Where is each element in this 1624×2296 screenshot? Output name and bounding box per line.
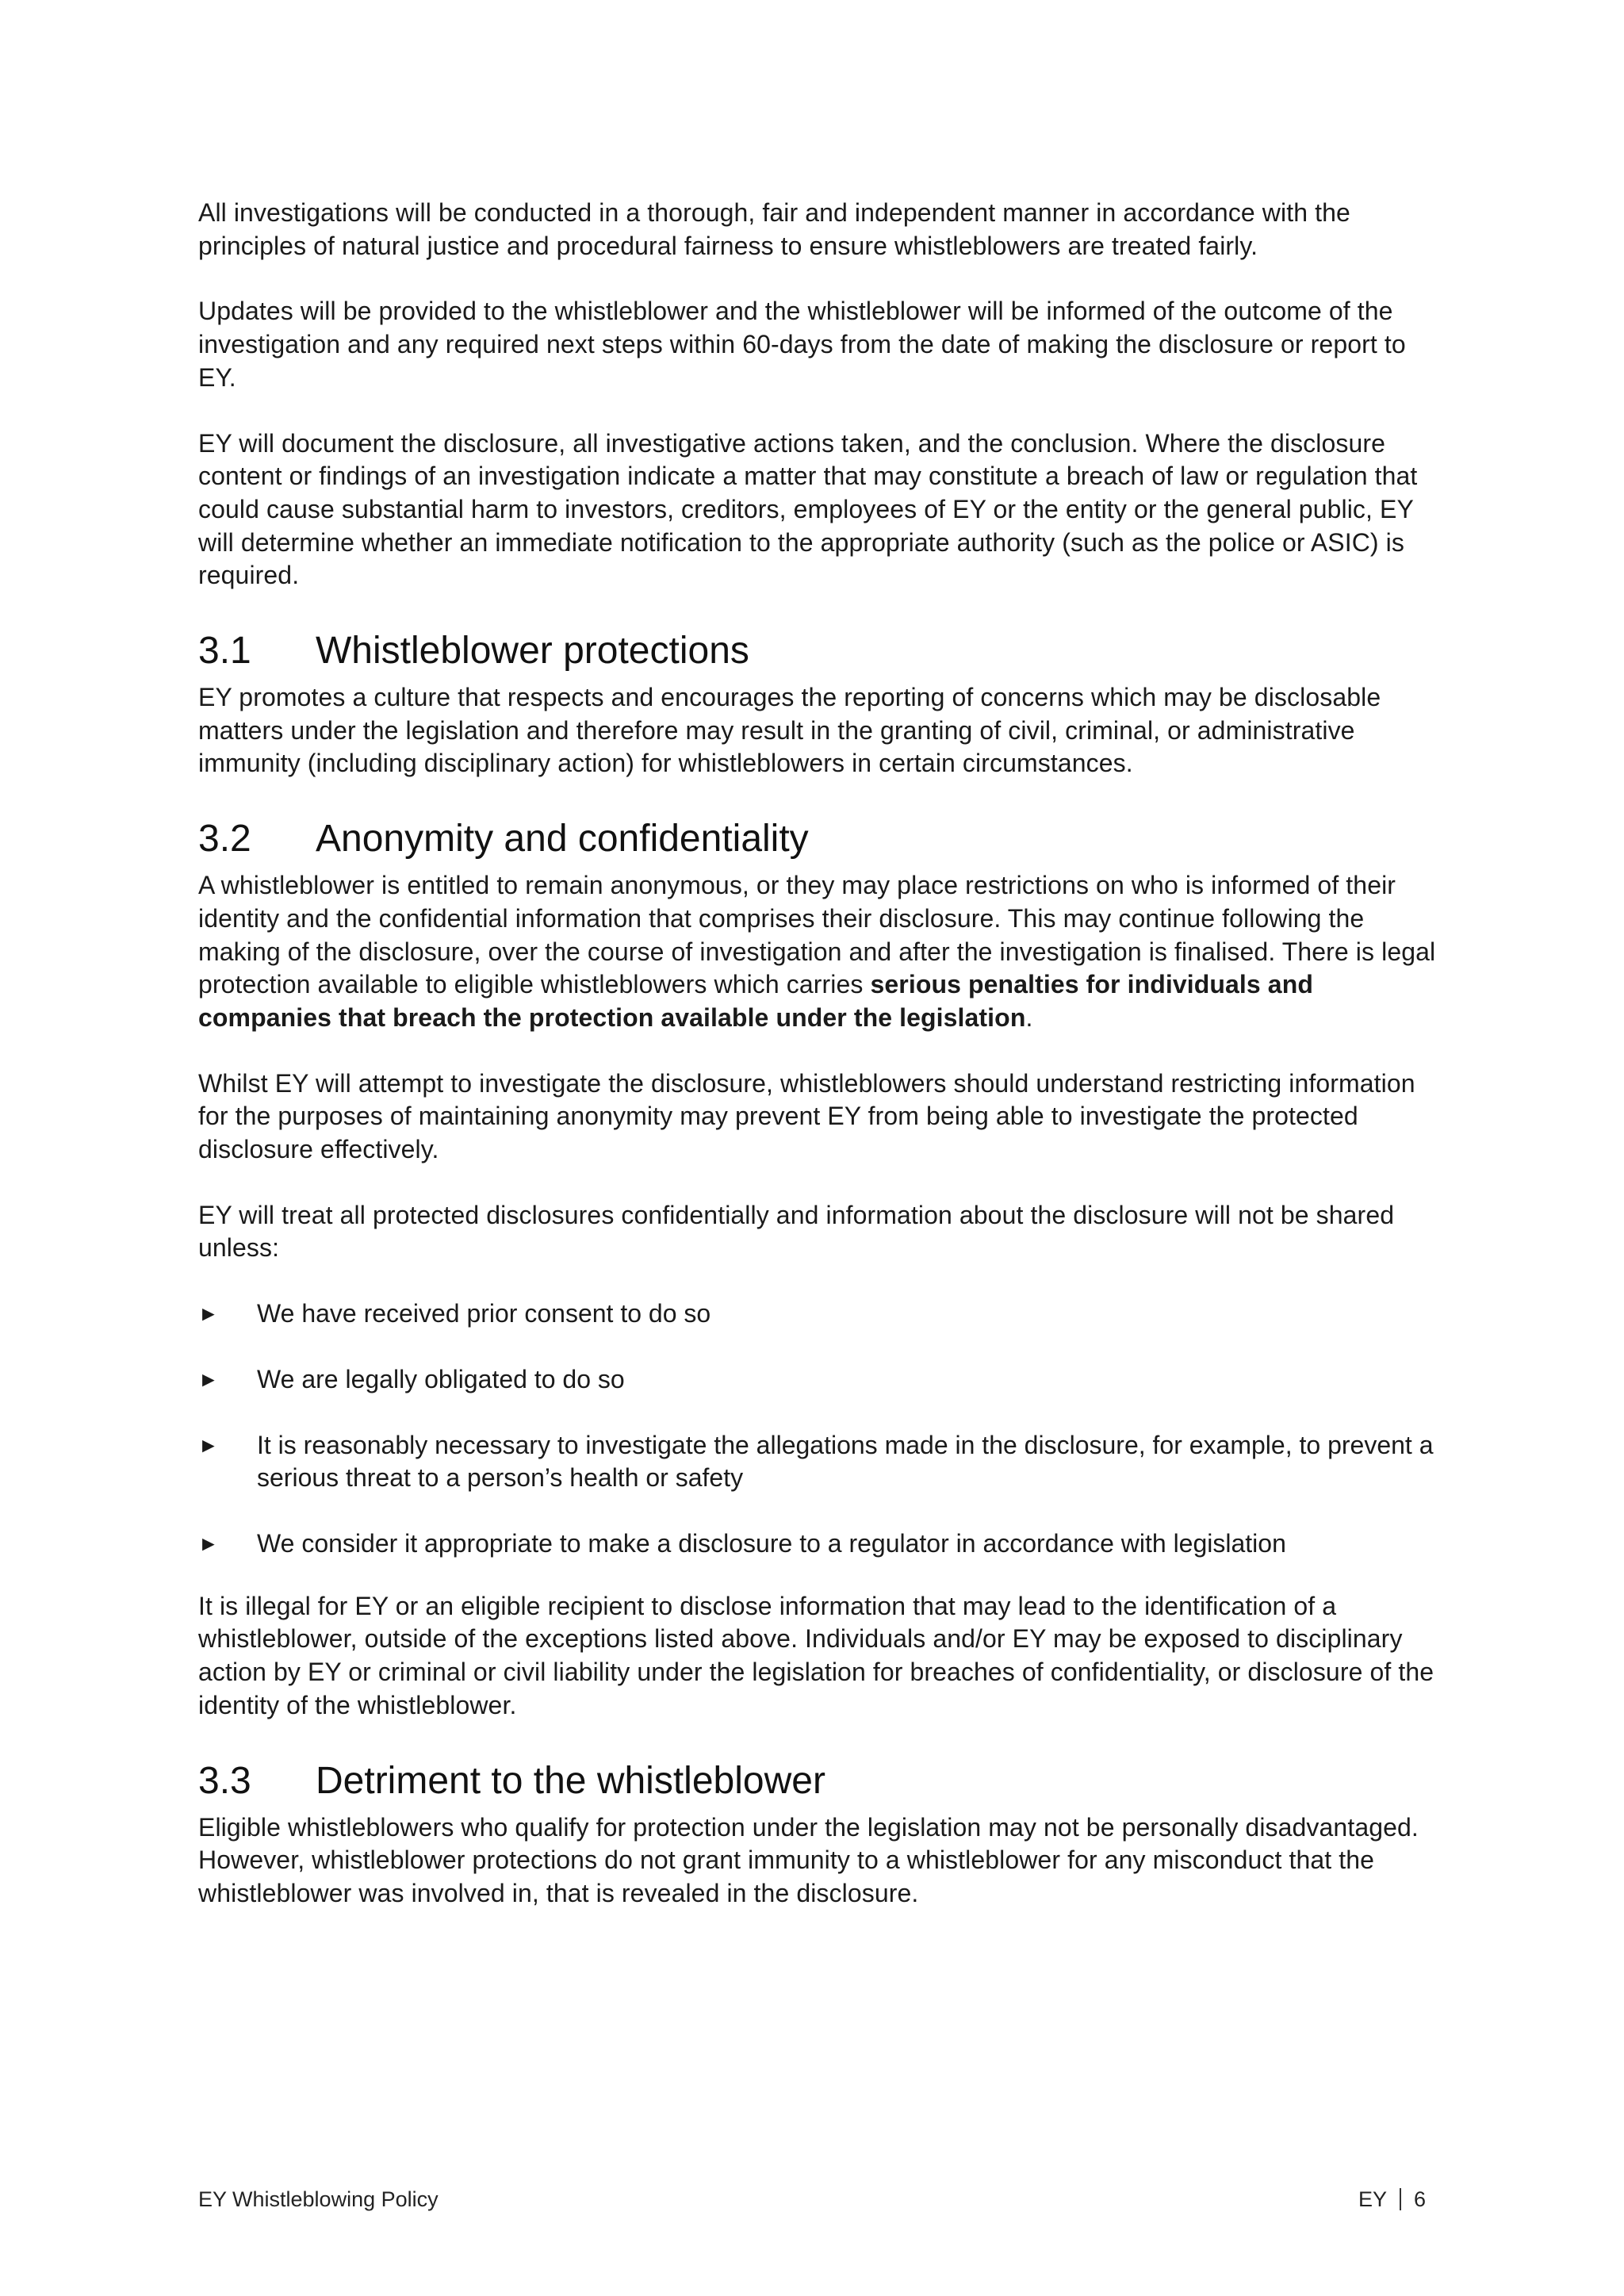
paragraph-documentation: EY will document the disclosure, all investigative actions taken, and the conclusion. Where the disclosure content or findings of an investigation indicate a matter that may constitute a breach of law or regulation that could cause substantial harm to investors, creditors, employees of EY or the entity or the general public, EY will determine whether an immediate notification to the appropriate authority (such as the police or ASIC) is required. <box>198 428 1418 590</box>
paragraph-confidential-treatment: EY will treat all protected disclosures confidentially and information about the disclosure will not be shared unless: <box>198 1200 1395 1263</box>
bullet-arrow-icon: ► <box>198 1366 219 1391</box>
penalties-emphasis: serious penalties for individuals and companies that breach the protection available under the legislation <box>198 970 1313 1032</box>
bullet-arrow-icon: ► <box>198 1301 219 1326</box>
paragraph-protections: EY promotes a culture that respects and encourages the reporting of concerns which may be disclosable matters under the legislation and therefore may result in the granting of civil, criminal, or administrative immunity (including disciplinary action) for whistleblowers in certain circumstances. <box>198 683 1381 778</box>
paragraph-detriment: Eligible whistleblowers who qualify for protection under the legislation may not be personally disadvantaged. However, whistleblower protections do not grant immunity to a whistleblower for any misconduct that the whistleblower was involved in, that is revealed in the disclosure. <box>198 1812 1419 1907</box>
list-item <box>198 1363 1445 1397</box>
page-number: 6 <box>1413 2187 1426 2211</box>
footer-document-title: EY Whistleblowing Policy <box>198 2187 439 2211</box>
list-item <box>198 1297 1445 1331</box>
document-body <box>198 197 1445 1911</box>
paragraph-illegal-disclosure: It is illegal for EY or an eligible recipient to disclose information that may lead to the identification of a whistleblower, outside of the exceptions listed above. Individuals and/or EY may be exposed to disciplinary action by EY or criminal or civil liability under the legislation for breaches of confidentiality, or disclosure of the identity of the whistleblower. <box>198 1591 1434 1719</box>
section-heading-3-1 <box>198 627 1445 675</box>
section-number: 3.2 <box>198 818 251 861</box>
paragraph-updates: Updates will be provided to the whistleblower and the whistleblower will be informed of the outcome of the investigation and any required next steps within 60-days from the date of making the disclosure or report to EY. <box>198 297 1406 392</box>
paragraph-anonymity <box>198 869 1445 1035</box>
list-item-text: We have received prior consent to do so <box>257 1299 711 1328</box>
section-title: Whistleblower protections <box>316 630 749 673</box>
footer-divider <box>1400 2188 1401 2210</box>
section-heading-3-3 <box>198 1757 1445 1805</box>
exceptions-list <box>198 1297 1445 1561</box>
section-title: Detriment to the whistleblower <box>316 1759 825 1802</box>
anonymity-end: . <box>1025 1002 1033 1032</box>
bullet-arrow-icon: ► <box>198 1531 219 1555</box>
section-number: 3.3 <box>198 1759 251 1802</box>
list-item-text: We consider it appropriate to make a disclosure to a regulator in accordance with legislation <box>257 1528 1286 1558</box>
footer-brand: EY <box>1358 2187 1387 2211</box>
footer-page-info <box>1358 2186 1426 2213</box>
list-item <box>198 1527 1445 1561</box>
bullet-arrow-icon: ► <box>198 1432 219 1457</box>
page-footer <box>198 2186 1426 2213</box>
paragraph-restricting-information: Whilst EY will attempt to investigate the disclosure, whistleblowers should understand restricting information for the purposes of maintaining anonymity may prevent EY from being able to investigate the protected disclosure effectively. <box>198 1068 1415 1164</box>
paragraph-investigations: All investigations will be conducted in a thorough, fair and independent manner in accordance with the principles of natural justice and procedural fairness to ensure whistleblowers are treated fairly. <box>198 198 1350 260</box>
anonymity-text: A whistleblower is entitled to remain anonymous, or they may place restrictions on who is informed of their identity and the confidential information that comprises their disclosure. This may continue following the making of the disclosure, over the course of investigation and after the investigation is finalised. There is legal protection available to eligible whistleblowers which carries <box>198 871 1436 999</box>
list-item-text: We are legally obligated to do so <box>257 1364 625 1393</box>
list-item <box>198 1429 1445 1495</box>
section-heading-3-2 <box>198 815 1445 863</box>
section-number: 3.1 <box>198 630 251 673</box>
list-item-text: It is reasonably necessary to investigate the allegations made in the disclosure, for example, to prevent a serious threat to a person’s health or safety <box>257 1430 1434 1493</box>
section-title: Anonymity and confidentiality <box>316 818 809 861</box>
